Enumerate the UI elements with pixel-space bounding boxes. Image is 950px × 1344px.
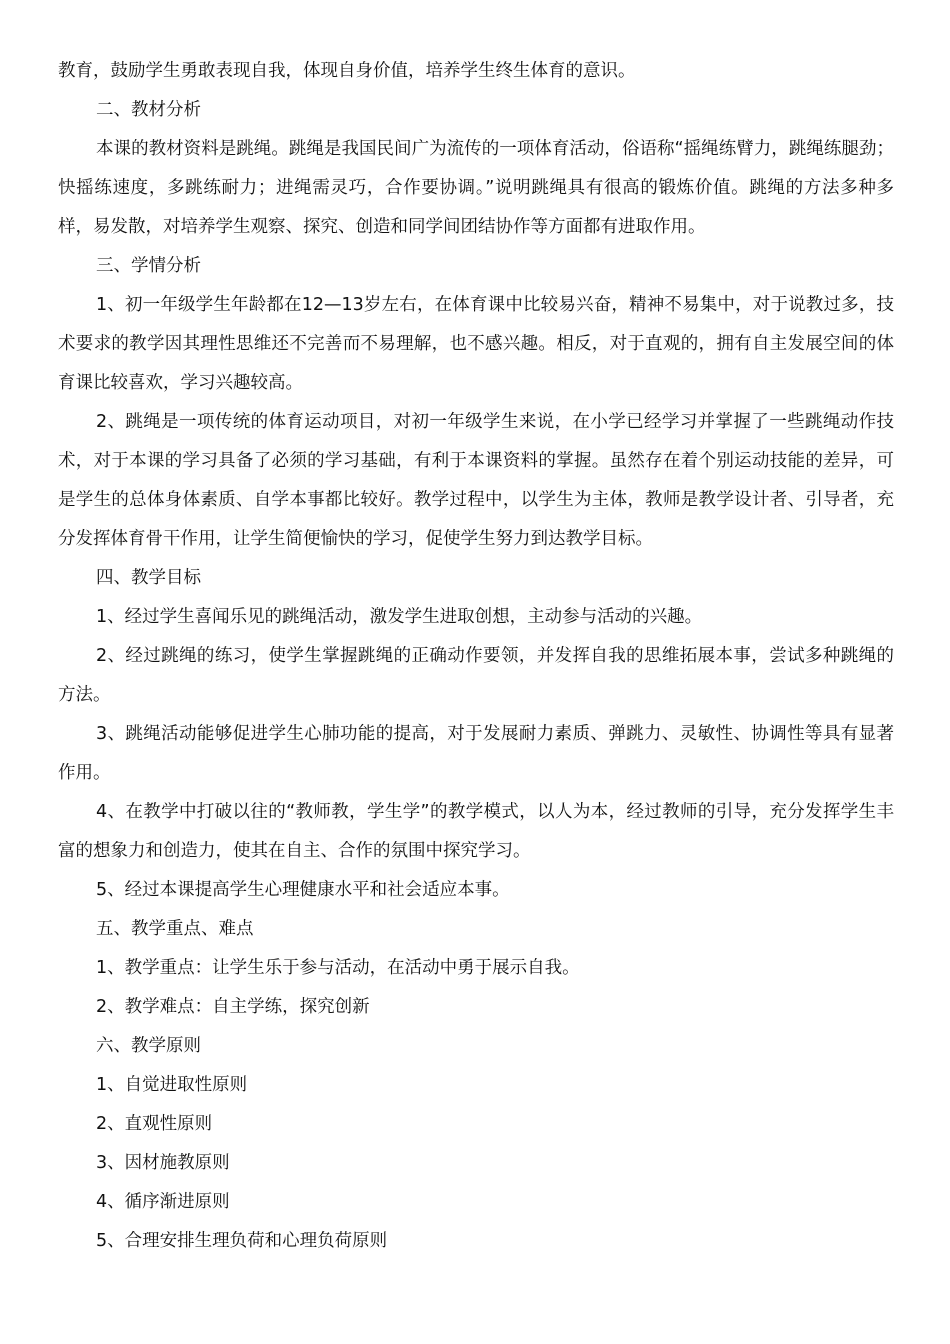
paragraph-goal-2: 2、经过跳绳的练习，使学生掌握跳绳的正确动作要领，并发挥自我的思维拓展本事，尝试多种跳绳的方法。 <box>58 646 894 705</box>
section-heading-textbook-analysis: 二、教材分析 <box>96 100 201 120</box>
paragraph-goal-5: 5、经过本课提高学生心理健康水平和社会适应本事。 <box>96 880 510 900</box>
section-heading-teaching-principles: 六、教学原则 <box>96 1036 201 1056</box>
paragraph-goal-3: 3、跳绳活动能够促进学生心肺功能的提高，对于发展耐力素质、弹跳力、灵敏性、协调性等具有显著作用。 <box>58 724 894 783</box>
paragraph-student-analysis-2: 2、跳绳是一项传统的体育运动项目，对初一年级学生来说，在小学已经学习并掌握了一些跳绳动作技术，对于本课的学习具备了必须的学习基础，有利于本课资料的掌握。虽然存在着个别运动技能的差异，可是学生的总体身体素质、自学本事都比较好。教学过程中，以学生为主体，教师是教学设计者、引导者，充分发挥体育骨干作用，让学生简便愉快的学习，促使学生努力到达教学目标。 <box>58 412 894 549</box>
document-page <box>58 52 894 1261</box>
paragraph-key-point: 1、教学重点：让学生乐于参与活动，在活动中勇于展示自我。 <box>96 958 580 978</box>
paragraph-student-analysis-1: 1、初一年级学生年龄都在12—13岁左右，在体育课中比较易兴奋，精神不易集中，对于说教过多，技术要求的教学因其理性思维还不完善而不易理解，也不感兴趣。相反，对于直观的，拥有自主发展空间的体育课比较喜欢，学习兴趣较高。 <box>58 295 894 393</box>
list-item-principle-5: 5、合理安排生理负荷和心理负荷原则 <box>96 1231 388 1251</box>
list-item-principle-2: 2、直观性原则 <box>96 1114 213 1134</box>
section-heading-student-analysis: 三、学情分析 <box>96 256 201 276</box>
paragraph-continuation: 教育，鼓励学生勇敢表现自我，体现自身价值，培养学生终生体育的意识。 <box>58 61 636 81</box>
paragraph-difficult-point: 2、教学难点：自主学练，探究创新 <box>96 997 370 1017</box>
paragraph-goal-4: 4、在教学中打破以往的“教师教，学生学”的教学模式，以人为本，经过教师的引导，充分发挥学生丰富的想象力和创造力，使其在自主、合作的氛围中探究学习。 <box>58 802 894 861</box>
list-item-principle-3: 3、因材施教原则 <box>96 1153 230 1173</box>
section-heading-teaching-goals: 四、教学目标 <box>96 568 201 588</box>
list-item-principle-4: 4、循序渐进原则 <box>96 1192 230 1212</box>
section-heading-key-points: 五、教学重点、难点 <box>96 919 254 939</box>
list-item-principle-1: 1、自觉进取性原则 <box>96 1075 248 1095</box>
paragraph-goal-1: 1、经过学生喜闻乐见的跳绳活动，激发学生进取创想，主动参与活动的兴趣。 <box>96 607 703 627</box>
paragraph-textbook-analysis: 本课的教材资料是跳绳。跳绳是我国民间广为流传的一项体育活动，俗语称“摇绳练臂力，跳绳练腿劲；快摇练速度，多跳练耐力；进绳需灵巧，合作要协调。”说明跳绳具有很高的锻炼价值。跳绳的方法多种多样，易发散，对培养学生观察、探究、创造和同学间团结协作等方面都有进取作用。 <box>58 139 894 237</box>
